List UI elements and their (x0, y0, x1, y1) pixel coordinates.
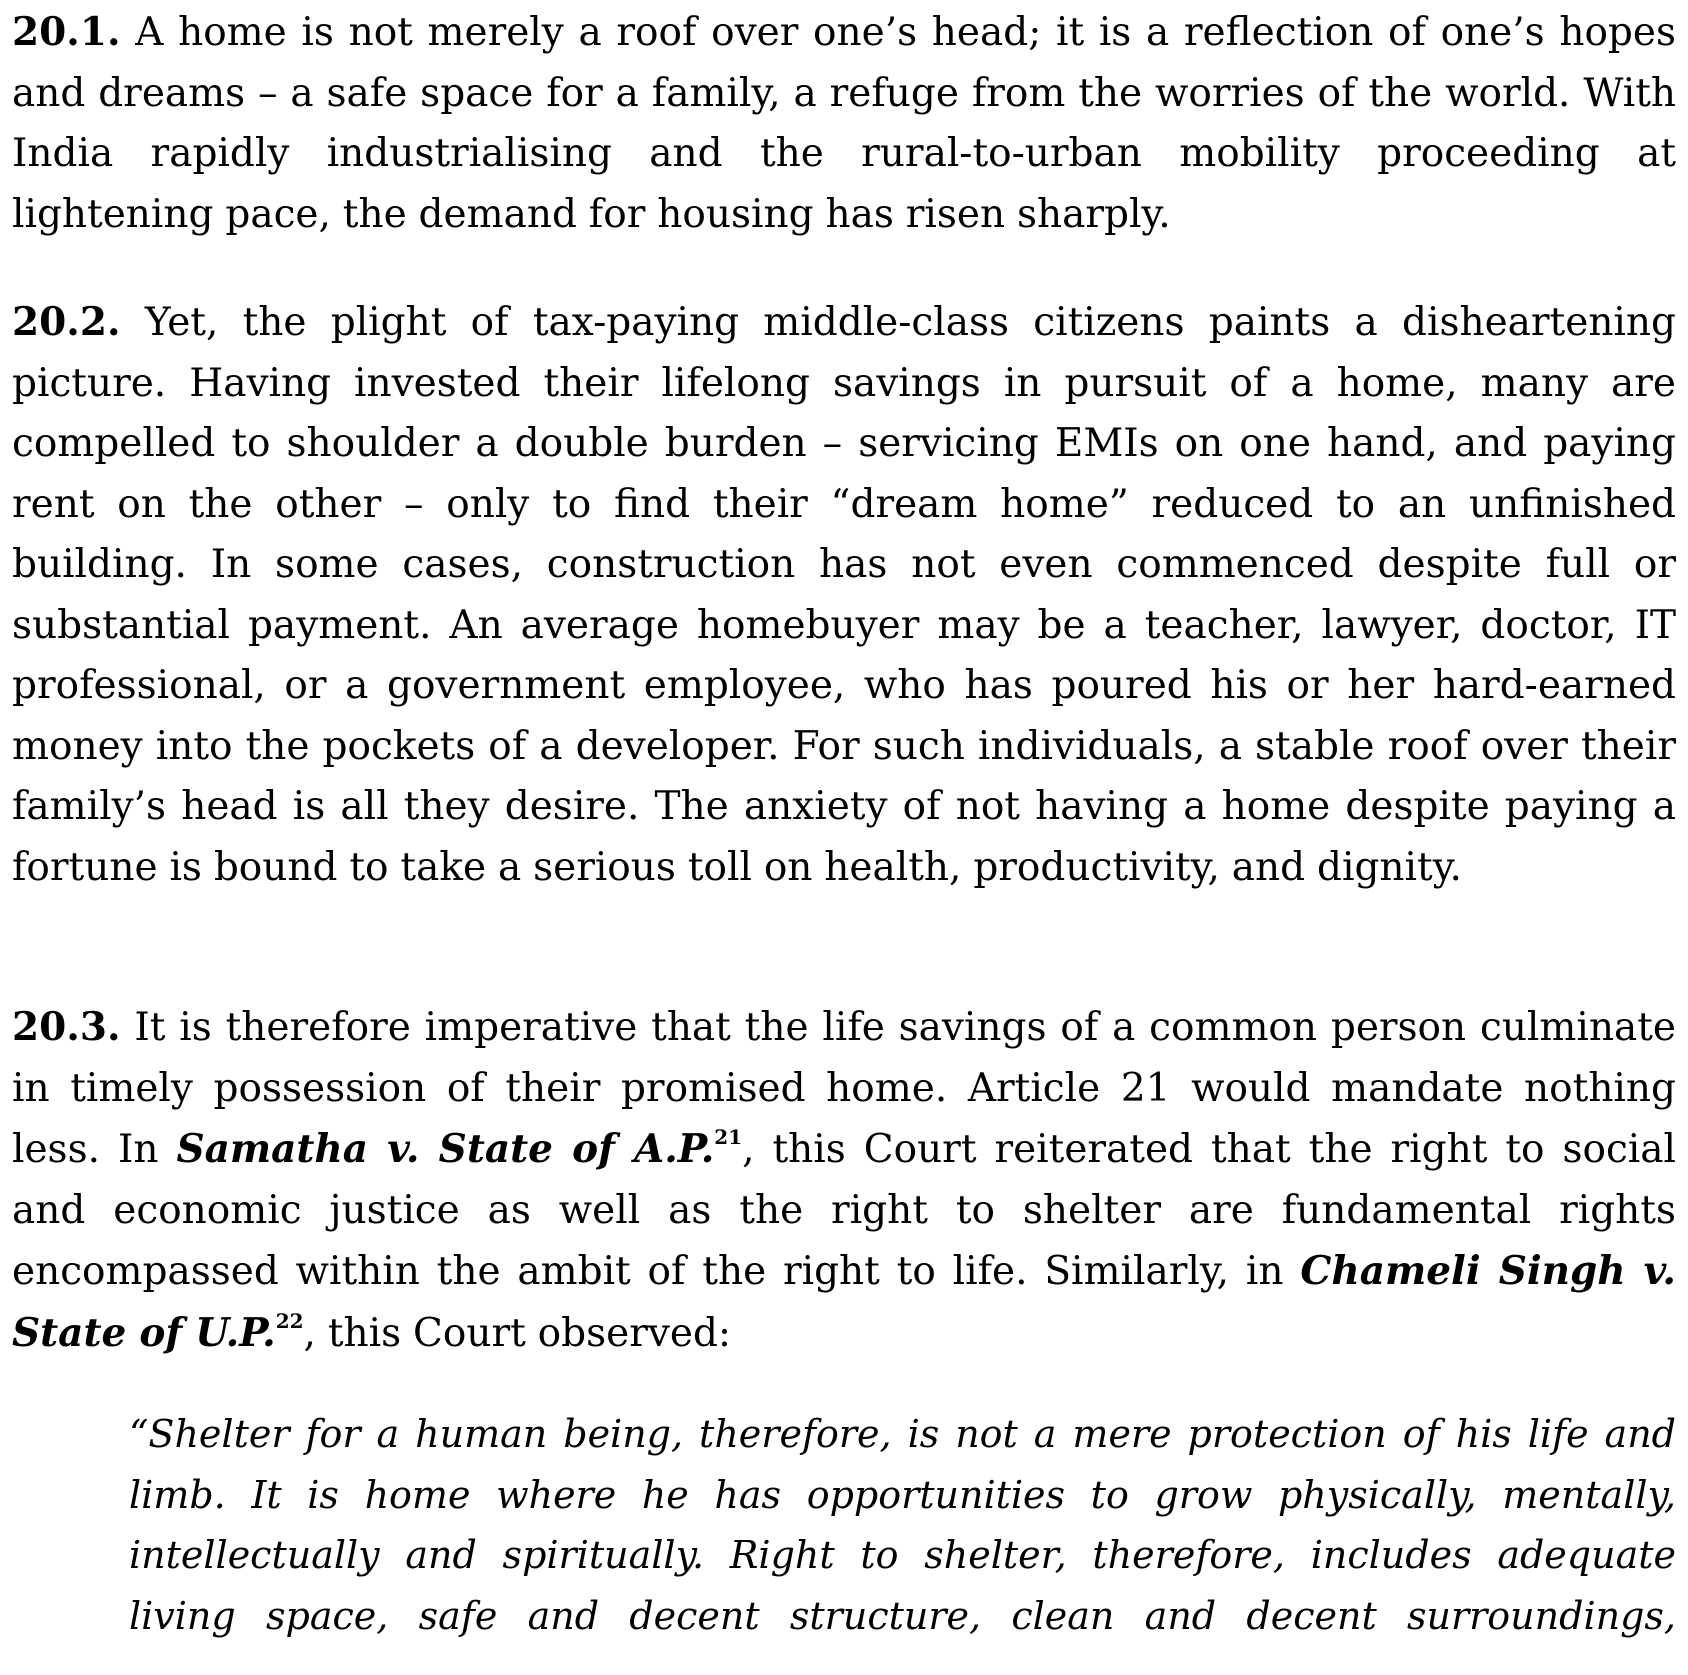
paragraph-20-2 (12, 292, 1676, 898)
case-citation-samatha: Samatha v. State of A.P. (176, 1126, 715, 1172)
block-quote: “Shelter for a human being, therefore, is not a mere protection of his life and limb. It is home where he has opportunities to grow physically, mentally, intellectually and spiritually. Right to shelter, therefore, includes adequate living space, safe and decent structure, clean and decent surroundings, (129, 1412, 1676, 1638)
paragraph-text: , this Court reiterated that the right to social and economic justice as well as the right to shelter are fundamental rights encompassed within the ambit of the right to life. Similarly, in (12, 1127, 1676, 1294)
paragraph-number: 20.1. (12, 9, 121, 55)
paragraph-text: A home is not merely a roof over one’s head; it is a reflection of one’s hopes and dreams – a safe space for a family, a refuge from the worries of the world. With India rapidly industrialising and the rural-to-urban mobility proceeding at lightening pace, the demand for housing has risen sharply. (12, 10, 1676, 237)
paragraph-20-1 (12, 2, 1676, 245)
paragraph-text: It is therefore imperative that the life savings of a common person culminate in timely possession of their promised home. Article 21 would mandate nothing less. In (12, 1005, 1676, 1172)
paragraph-text: , this Court observed: (303, 1310, 732, 1356)
paragraph-20-3 (12, 997, 1676, 1364)
paragraph-text: Yet, the plight of tax-paying middle-class citizens paints a disheartening picture. Having invested their lifelong savings in pursuit of a home, many are compelled to shoulder a double burden – servicing EMIs on one hand, and paying rent on the other – only to find their “dream home” reduced to an unfinished building. In some cases, construction has not even commenced despite full or substantial payment. An average homebuyer may be a teacher, lawyer, doctor, IT professional, or a government employee, who has poured his or her hard-earned money into the pockets of a developer. For such individuals, a stable roof over their family’s head is all they desire. The anxiety of not having a home despite paying a fortune is bound to take a serious toll on health, productivity, and dignity. (12, 300, 1676, 890)
case-citation-chameli-singh: Chameli Singh v. State of U.P. (12, 1248, 1676, 1356)
footnote-ref-21[interactable]: 21 (714, 1125, 743, 1149)
footnote-ref-22[interactable]: 22 (275, 1308, 304, 1333)
paragraph-number: 20.3. (12, 1004, 121, 1050)
paragraph-number: 20.2. (12, 299, 121, 345)
